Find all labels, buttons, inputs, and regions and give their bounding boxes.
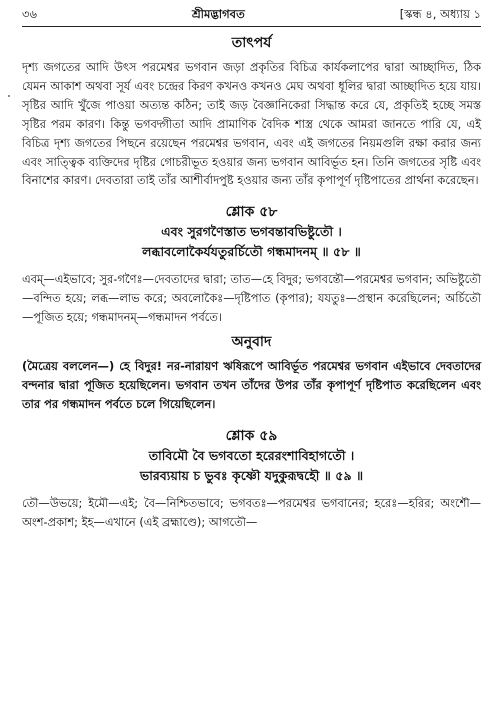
- sloka-58-synonyms: এবম্—এইভাবে; সুর-গণৈঃ—দেবতাদের দ্বারা; তাত—হে বিদুর; ভগবন্তৌ—পরমেশ্বর ভগবান; অভিষ্টুতৌ—বন্দিত হয়ে; লব্ধ—লাভ করে; অবলোকৈঃ—দৃষ্টিপাত (কৃপার); যযতুঃ—প্রস্থান করেছিলেন; অর্চিতৌ—পূজিত হয়ে; গন্ধমাদনম্—গন্ধমাদন পর্বতে।: [22, 272, 481, 325]
- running-header: [22, 6, 481, 26]
- sloka-58-line-2: লব্ধাবলোকৈর্যযতুরর্চিতৌ গন্ধমাদনম্ ॥ ৫৮ ॥: [142, 244, 361, 260]
- translation-title: অনুবাদ: [231, 334, 272, 351]
- section-label: [স্কন্ধ ৪, অধ্যায় ১: [399, 7, 481, 21]
- purport-paragraph: দৃশ্য জগতের আদি উৎস পরমেশ্বর ভগবান জড়া প্রকৃতির বিচিত্র কার্যকলাপের দ্বারা আচ্ছাদিত, ঠিক যেমন আকাশ অথবা সূর্য এবং চন্দ্রের কিরণ কখনও কখনও মেঘ অথবা ধূলির দ্বারা আচ্ছাদিত হয়ে যায়। সৃষ্টির আদি খুঁজে পাওয়া অত্যন্ত কঠিন; তাই জড় বৈজ্ঞানিকেরা সিদ্ধান্ত করে যে, প্রকৃতিই হচ্ছে সমস্ত সৃষ্টির পরম কারণ। কিন্তু ভগবদ্গীতা আদি প্রামাণিক বৈদিক শাস্ত্র থেকে আমরা জানতে পারি যে, এই বিচিত্র দৃশ্য জগতের পিছনে রয়েছেন পরমেশ্বর ভগবান, এবং এই জগতের নিয়মগুলি রক্ষা করার জন্য এবং সাত্ত্বিক ব্যক্তিদের দৃষ্টির গোচরীভূত হওয়ার জন্য ভগবান আবির্ভূত হন। তিনি জগতের সৃষ্টি এবং বিনাশের কারণ। দেবতারা তাই তাঁর আশীর্বাদপুষ্ট হওয়ার জন্য তাঁর কৃপাপূর্ণ দৃষ্টিপাতের প্রার্থনা করেছেন।: [22, 60, 481, 188]
- purport-title: তাৎপর্য: [231, 35, 272, 51]
- page-number: ৩৬: [22, 7, 37, 21]
- sloka-58-line-1: এবং সুরগণৈস্তাত ভগবন্তাবভিষ্টুতৌ ।: [161, 224, 342, 240]
- book-title: শ্রীমদ্ভাগবত: [191, 7, 245, 21]
- header-rule: [22, 26, 481, 27]
- sloka-59-title: শ্লোক ৫৯: [225, 427, 278, 444]
- sloka-59-line-2: ভারব্যয়ায় চ ভুবঃ কৃষ্ণৌ যদুকুরূদ্বহৌ ॥ ৫৯ ॥: [139, 467, 364, 483]
- sloka-58-title: শ্লোক ৫৮: [225, 204, 278, 221]
- scan-speck: [8, 95, 10, 97]
- sloka-59-synonyms: তৌ—উভয়ে; ইমৌ—এই; বৈ—নিশ্চিতভাবে; ভগবতঃ—পরমেশ্বর ভগবানের; হরেঃ—হরির; অংশৌ—অংশ-প্রকাশ; ইহ—এখানে (এই ব্রহ্মাণ্ডে); আগতৌ—: [22, 495, 481, 529]
- sloka-59-line-1: তাবিমৌ বৈ ভগবতো হরেরংশাবিহাগতৌ ।: [148, 447, 355, 463]
- sloka-58-translation: (মৈত্রেয় বললেন—) হে বিদুর! নর-নারায়ণ ঋষিরূপে আবির্ভূত পরমেশ্বর ভগবান এইভাবে দেবতাদের বন্দনার দ্বারা পূজিত হয়েছিলেন। ভগবান তখন তাঁদের উপর তাঁর কৃপাপূর্ণ দৃষ্টিপাত করেছিলেন এবং তার পর গন্ধমাদন পর্বতে চলে গিয়েছিলেন।: [22, 359, 481, 411]
